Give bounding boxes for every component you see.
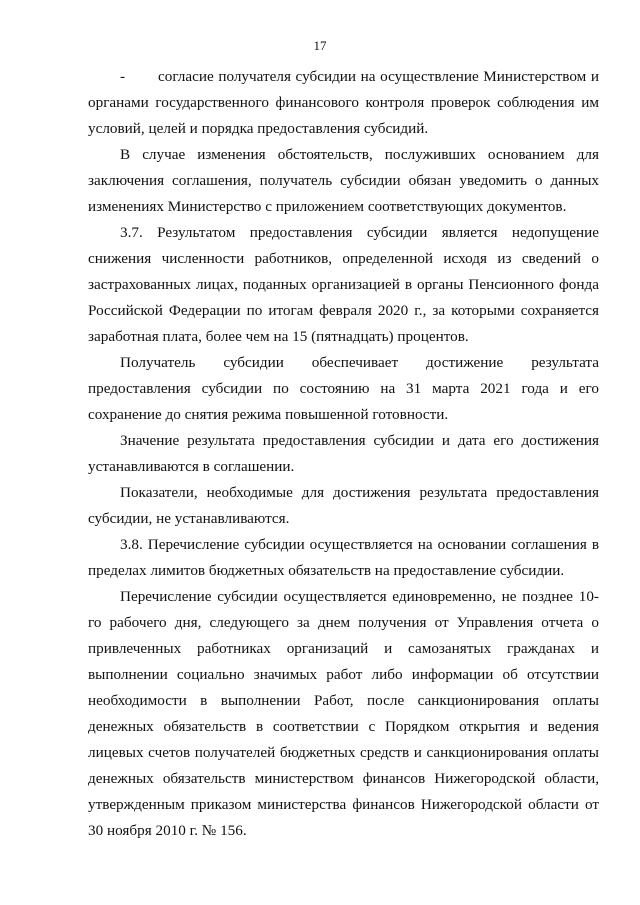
bullet-dash: - [120,68,126,85]
paragraph-3-7-result: 3.7. Результатом предоставления субсидии является недопущение снижения численности работников, определенной исходя из сведений о застрахованных лицах, поданных организацией в органы Пенсионного фонда Российской Федерации по итогам февраля 2020 г., за которыми сохраняется заработная плата, более чем на 15 (пятнадцать) процентов. [88,224,599,345]
page-number: 17 [313,38,327,53]
paragraph-3-8-transfer: 3.8. Перечисление субсидии осуществляется на основании соглашения в пределах лимитов бюджетных обязательств на предоставление субсидии. [88,536,599,579]
paragraph-result-value: Значение результата предоставления субсидии и дата его достижения устанавливаются в соглашении. [88,432,599,475]
paragraph-text: согласие получателя субсидии на осуществление Министерством и органами государственного финансового контроля проверок соблюдения им условий, целей и порядка предоставления субсидий. [88,68,599,137]
paragraph-circumstances-change: В случае изменения обстоятельств, послуживших основанием для заключения соглашения, получатель субсидии обязан уведомить о данных изменениях Министерство с приложением соответствующих документов. [88,146,599,215]
paragraph-indicators: Показатели, необходимые для достижения результата предоставления субсидии, не устанавливаются. [88,484,599,527]
paragraph-transfer-details: Перечисление субсидии осуществляется единовременно, не позднее 10-го рабочего дня, следующего за днем получения от Управления отчета о привлеченных работниках организаций и самозанятых гражданах и выполнении социально значимых работ либо информации об отсутствии необходимости в выполнении Работ, после санкционирования оплаты денежных обязательств в соответствии с Порядком открытия и ведения лицевых счетов получателей бюджетных средств и санкционирования оплаты денежных обязательств министерством финансов Нижегородской области, утвержденным приказом министерства финансов Нижегородской области от 30 ноября 2010 г. № 156. [88,588,599,839]
document-body [88,64,599,844]
paragraph-bullet-consent [88,64,599,142]
paragraph-result-deadline: Получатель субсидии обеспечивает достижение результата предоставления субсидии по состоянию на 31 марта 2021 года и его сохранение до снятия режима повышенной готовности. [88,354,599,423]
